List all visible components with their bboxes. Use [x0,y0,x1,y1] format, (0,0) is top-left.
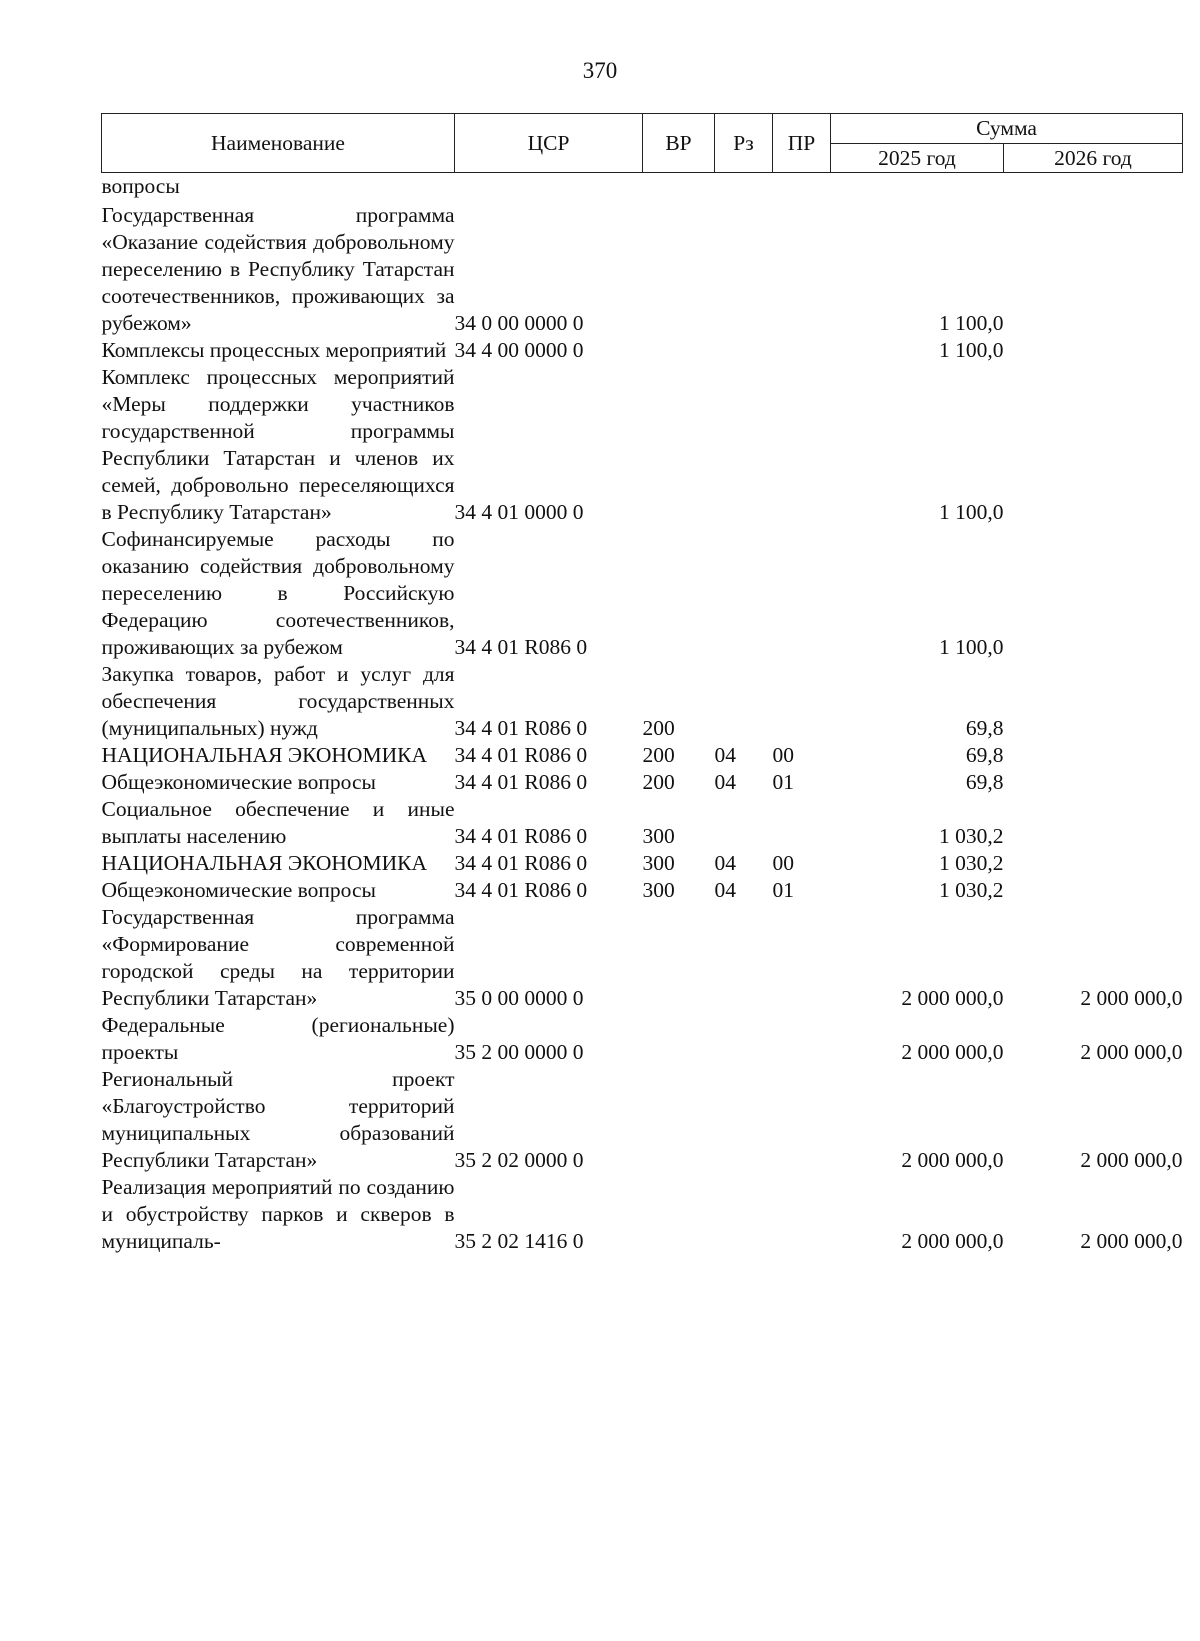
row-sum-2025: 1 030,2 [939,851,1004,875]
row-vr [643,173,715,203]
header-vr: ВР [643,114,715,173]
row-sum-2026: 2 000 000,0 [1080,1040,1183,1064]
row-sum-2025: 69,8 [965,743,1004,767]
row-vr [643,337,715,364]
row-sum-2026 [1004,742,1183,769]
row-csr [455,173,643,203]
row-vr [643,202,715,337]
row-sum-2026 [1004,526,1183,661]
row-sum-2026 [1004,173,1183,203]
row-vr [643,1012,715,1066]
row-vr [643,1174,715,1255]
row-name: Государственная программа «Оказание содействия добровольному переселению в Республику Татарстан соотечественников, проживающих за рубежом» [101,203,455,335]
row-sum-2026: 2 000 000,0 [1080,1148,1183,1172]
row-name: вопросы [101,174,180,198]
row-sum-2025: 1 100,0 [939,500,1004,524]
row-pr [773,202,831,337]
row-vr: 200 [642,716,675,740]
table-row [102,364,1183,526]
row-pr [773,1066,831,1174]
row-sum-2025: 69,8 [965,770,1004,794]
row-sum-2025 [831,173,1004,203]
row-vr: 200 [642,770,675,794]
table-row [102,742,1183,769]
row-sum-2026 [1004,769,1183,796]
row-sum-2025: 1 100,0 [939,635,1004,659]
row-pr [773,661,831,742]
row-rz [715,173,773,203]
row-name: Комплексы процессных мероприятий [101,338,447,362]
row-pr [773,526,831,661]
row-vr [643,1066,715,1174]
table-body [102,173,1183,1256]
row-name: Социальное обеспечение и иные выплаты населению [101,797,455,848]
row-rz [715,337,773,364]
header-rz: Рз [715,114,773,173]
row-rz [715,1066,773,1174]
row-name: НАЦИОНАЛЬНАЯ ЭКОНОМИКА [101,851,427,875]
row-pr: 01 [772,770,794,794]
row-sum-2025: 2 000 000,0 [901,986,1004,1010]
row-sum-2025: 1 100,0 [939,311,1004,335]
row-pr [773,364,831,526]
row-sum-2026 [1004,337,1183,364]
row-pr [773,173,831,203]
row-name: Региональный проект «Благоустройство территорий муниципальных образований Республики Татарстан» [101,1067,455,1172]
row-sum-2025: 2 000 000,0 [901,1229,1004,1253]
page-number: 370 [582,58,618,83]
row-pr [773,1012,831,1066]
row-sum-2026 [1004,202,1183,337]
row-name: НАЦИОНАЛЬНАЯ ЭКОНОМИКА [101,743,427,767]
row-sum-2025: 2 000 000,0 [901,1148,1004,1172]
row-rz [715,364,773,526]
row-rz: 04 [714,743,736,767]
row-name: Софинансируемые расходы по оказанию содействия добровольному переселению в Российскую Федерацию соотечественников, проживающих за рубежом [101,527,455,659]
table-row [102,1174,1183,1255]
budget-table [101,113,1183,1255]
row-vr: 300 [642,851,675,875]
row-pr [773,1174,831,1255]
row-csr: 34 4 01 0000 0 [454,500,584,524]
row-csr: 35 0 00 0000 0 [454,986,584,1010]
row-vr: 300 [642,824,675,848]
row-sum-2026 [1004,796,1183,850]
row-rz: 04 [714,770,736,794]
row-name: Комплекс процессных мероприятий «Меры поддержки участников государственной программы Республики Татарстан и членов их семей, добровольно переселяющихся в Республику Татарстан» [101,365,455,524]
row-csr: 34 4 01 R086 0 [454,851,588,875]
row-rz [715,1174,773,1255]
row-sum-2026 [1004,877,1183,904]
row-name: Общеэкономические вопросы [101,878,376,902]
table-row [102,661,1183,742]
row-rz: 04 [714,878,736,902]
row-csr: 34 4 00 0000 0 [454,338,584,362]
row-sum-2026 [1004,364,1183,526]
table-row [102,1066,1183,1174]
row-vr [643,364,715,526]
row-csr: 34 4 01 R086 0 [454,770,588,794]
row-pr [773,904,831,1012]
row-vr [643,904,715,1012]
row-sum-2025: 1 100,0 [939,338,1004,362]
row-rz [715,202,773,337]
header-csr: ЦСР [455,114,643,173]
row-csr: 34 4 01 R086 0 [454,635,588,659]
table-row [102,173,1183,203]
row-sum-2026 [1004,850,1183,877]
table-row [102,202,1183,337]
row-pr [773,796,831,850]
row-csr: 34 4 01 R086 0 [454,824,588,848]
row-csr: 35 2 02 0000 0 [454,1148,584,1172]
table-row [102,877,1183,904]
row-sum-2025: 1 030,2 [939,824,1004,848]
row-pr: 01 [772,878,794,902]
row-rz [715,1012,773,1066]
row-sum-2025: 1 030,2 [939,878,1004,902]
header-name: Наименование [102,114,455,173]
table-row [102,850,1183,877]
table-row [102,1012,1183,1066]
table-row [102,526,1183,661]
row-rz [715,904,773,1012]
row-name: Реализация мероприятий по созданию и обустройству парков и скверов в муниципаль- [101,1175,455,1253]
header-year-2025: 2025 год [831,143,1004,173]
row-name: Закупка товаров, работ и услуг для обеспечения государственных (муниципальных) нужд [101,662,455,740]
row-vr: 300 [642,878,675,902]
row-sum-2025: 69,8 [965,716,1004,740]
row-pr: 00 [772,743,794,767]
row-pr: 00 [772,851,794,875]
row-vr: 200 [642,743,675,767]
row-sum-2026: 2 000 000,0 [1080,986,1183,1010]
row-sum-2026: 2 000 000,0 [1080,1229,1183,1253]
table-row [102,769,1183,796]
row-vr [643,526,715,661]
table-row [102,796,1183,850]
table-row [102,904,1183,1012]
row-csr: 35 2 00 0000 0 [454,1040,584,1064]
row-rz: 04 [714,851,736,875]
row-sum-2025: 2 000 000,0 [901,1040,1004,1064]
row-csr: 34 4 01 R086 0 [454,716,588,740]
row-rz [715,661,773,742]
row-sum-2026 [1004,661,1183,742]
row-rz [715,526,773,661]
header-pr: ПР [773,114,831,173]
row-name: Федеральные (региональные) проекты [101,1013,455,1064]
row-csr: 34 4 01 R086 0 [454,878,588,902]
header-sum: Сумма [831,114,1183,144]
row-csr: 35 2 02 1416 0 [454,1229,584,1253]
row-csr: 34 4 01 R086 0 [454,743,588,767]
row-rz [715,796,773,850]
table-row [102,337,1183,364]
row-csr: 34 0 00 0000 0 [454,311,584,335]
row-pr [773,337,831,364]
table-header [102,114,1183,173]
header-year-2026: 2026 год [1004,143,1183,173]
row-name: Государственная программа «Формирование современной городской среды на территории Республики Татарстан» [101,905,455,1010]
row-name: Общеэкономические вопросы [101,770,376,794]
